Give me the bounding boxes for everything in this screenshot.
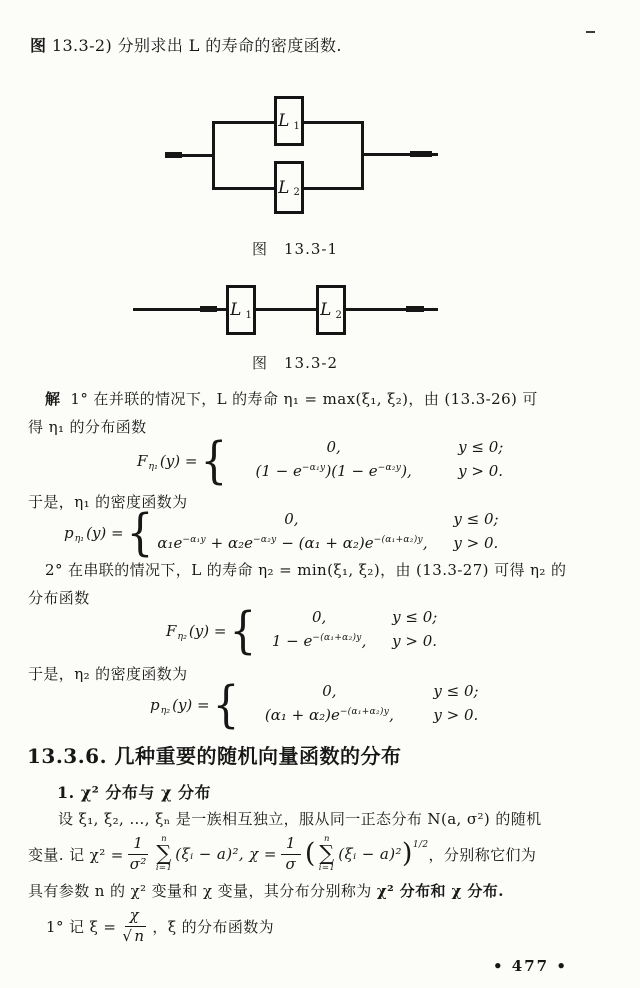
para1-line1-text: 1° 在并联的情况下，L 的寿命 η₁ = max(ξ₁, ξ₂)，由 (13.3-26) 可 — [70, 390, 538, 408]
solution-para2: 于是，η₁ 的密度函数为 — [28, 493, 188, 511]
wire-lead-left-blob — [200, 306, 217, 312]
radicand-n: n — [134, 926, 145, 945]
formula-distribution-eta2: F η₂ (y) = { 0, y ≤ 0; $1 - e^{-(\alpha_1+\alpha_2)y}$, y > 0. — [166, 601, 438, 660]
fraction-numerator: 1 — [128, 835, 148, 854]
component-box-L2 — [316, 285, 346, 335]
solution-para1-line2: 得 η₁ 的分布函数 — [28, 418, 147, 436]
wire-bottom-right — [304, 187, 361, 190]
solution-para4: 于是，η₂ 的密度函数为 — [28, 665, 188, 683]
component-box-L1 — [274, 96, 304, 146]
summation-symbol — [156, 835, 172, 874]
intro-figure-ref: 图 — [30, 36, 47, 55]
summation-symbol — [319, 835, 335, 874]
solution-para3-line2: 分布函数 — [28, 589, 90, 607]
chi-para-line3 — [28, 878, 504, 904]
component-box-L1 — [226, 285, 256, 335]
component-label-L2: L — [320, 300, 332, 320]
chi-line2-t1: 变量. 记 χ² = — [28, 845, 124, 864]
component-box-L2 — [274, 161, 304, 214]
xi-line-t1: 1° 记 ξ = — [46, 917, 117, 936]
intro-text: 13.3-2) 分别求出 L 的寿命的密度函数. — [46, 36, 342, 55]
solution-para1-line1 — [45, 386, 538, 412]
component-label-L1-sub: 1 — [293, 120, 300, 132]
wire-bottom-left — [212, 187, 274, 190]
fraction-one-over-sigma2 — [128, 835, 149, 873]
solution-label: 解 — [45, 390, 61, 408]
wire-lead-left-blob — [165, 152, 182, 158]
component-label-L2-sub: 2 — [335, 309, 342, 321]
wire-top-left — [212, 121, 274, 124]
sum-lower-limit: i=1 — [155, 862, 173, 873]
xi-definition-line — [46, 907, 274, 945]
chi-para-line1: 设 ξ₁, ξ₂, …, ξₙ 是一族相互独立，服从同一正态分布 N(a, σ²) 的随机 — [58, 810, 542, 828]
chi-line3-normal: 具有参数 n 的 χ² 变量和 χ 变量，其分布分别称为 — [28, 882, 377, 900]
sum-upper-limit: n — [324, 833, 330, 844]
sum-lower-limit: i=1 — [318, 862, 336, 873]
fraction-one-over-sigma — [281, 835, 301, 873]
component-label-L2-sub: 2 — [293, 187, 300, 198]
chi-line2-t2: (ξᵢ − a)², χ = — [175, 845, 277, 863]
wire-top-right — [304, 121, 361, 124]
close-paren: ) — [401, 837, 413, 869]
figure-series-circuit — [128, 283, 448, 341]
sum-upper-limit: n — [161, 833, 167, 844]
fraction-denominator: σ — [285, 854, 297, 873]
wire-lead-right-blob — [410, 151, 432, 157]
wire-junction-left — [212, 121, 215, 190]
fraction-denominator — [120, 927, 148, 945]
xi-line-t2: ，ξ 的分布函数为 — [152, 917, 275, 936]
component-label-L1: L — [278, 111, 290, 131]
formula-density-eta1: p η₁ (y) = { 0, y ≤ 0; $\alpha_1e^{-\alpha_1y} + \alpha_2e^{-\alpha_2y} - (\alpha_1 + \alpha_2)e^{-(\alpha_1+\alpha_2)y}$, y > 0. — [64, 503, 499, 562]
fraction-chi-over-sqrt-n — [120, 907, 148, 945]
radical-sign: √ — [122, 926, 133, 945]
figure2-caption: 图 13.3-2 — [251, 354, 338, 372]
chi-line2-t6: ，分别称它们为 — [428, 845, 537, 864]
component-label-L1: L — [230, 300, 242, 320]
solution-para3-line1: 2° 在串联的情况下，L 的寿命 η₂ = min(ξ₁, ξ₂)，由 (13.3-27) 可得 η₂ 的 — [45, 561, 567, 579]
section-heading: 13.3.6. 几种重要的随机向量函数的分布 — [27, 744, 402, 768]
chi-line3-bold: χ² 分布和 χ 分布. — [376, 882, 504, 900]
wire-lead-right — [346, 308, 438, 311]
open-paren: ( — [304, 837, 316, 869]
fraction-numerator: 1 — [281, 835, 301, 854]
page-number: • 477 • — [493, 957, 568, 975]
scan-speck — [586, 31, 595, 33]
fraction-denominator: σ² — [129, 854, 147, 873]
wire-lead-right-blob — [406, 306, 424, 312]
section-subheading: 1. χ² 分布与 χ 分布 — [57, 783, 212, 802]
wire-middle — [256, 308, 316, 311]
sigma-operator: ∑ — [156, 841, 172, 866]
fraction-numerator: χ — [125, 907, 145, 926]
chi-para-line2 — [28, 833, 536, 875]
component-label-L2: L — [278, 177, 290, 198]
component-label-L1-sub: 1 — [245, 309, 252, 321]
intro-line — [30, 33, 342, 59]
chi-line2-t4: (ξᵢ − a)² — [338, 845, 402, 863]
figure1-caption: 图 13.3-1 — [251, 240, 338, 258]
formula-density-eta2: p η₂ (y) = { 0, y ≤ 0; $(\alpha_1 + \alpha_2)e^{-(\alpha_1+\alpha_2)y}$, y > 0. — [150, 675, 479, 734]
figure-parallel-circuit — [140, 92, 450, 222]
exponent-half: 1/2 — [412, 840, 429, 850]
sigma-operator: ∑ — [319, 841, 335, 866]
formula-distribution-eta1: F η₁ (y) = { 0, y ≤ 0; $(1 - e^{-\alpha_1y})(1 - e^{-\alpha_2y})$, y > 0. — [137, 431, 504, 490]
